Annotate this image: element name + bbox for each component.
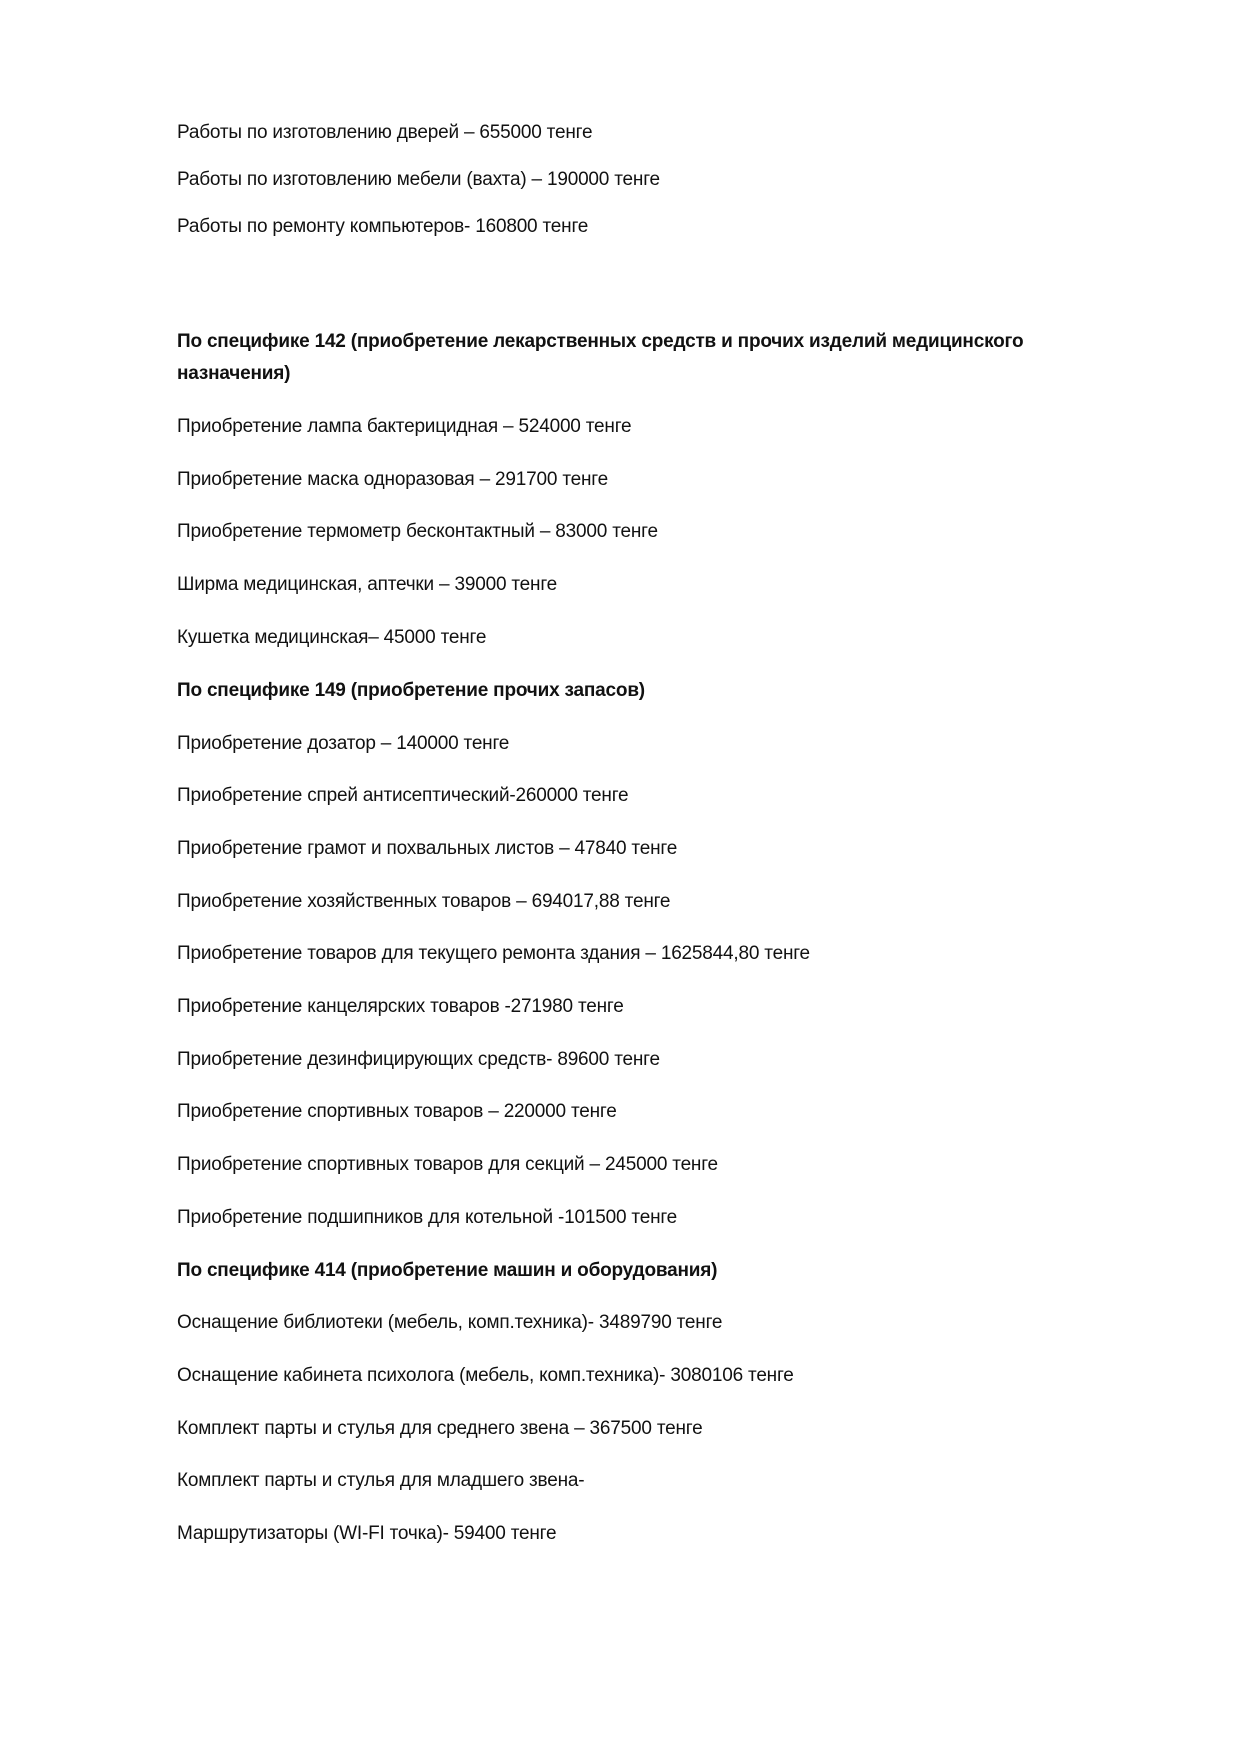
section-heading: По специфике 149 (приобретение прочих запасов)	[177, 680, 645, 701]
paragraph: Приобретение хозяйственных товаров – 694017,88 тенге	[177, 891, 671, 912]
section-heading: По специфике 414 (приобретение машин и оборудования)	[177, 1260, 718, 1281]
paragraph: Приобретение канцелярских товаров -271980 тенге	[177, 996, 624, 1017]
paragraph: Работы по изготовлению дверей – 655000 тенге	[177, 122, 593, 143]
paragraph: Приобретение спортивных товаров – 220000 тенге	[177, 1101, 617, 1122]
paragraph: Приобретение термометр бесконтактный – 83000 тенге	[177, 521, 658, 542]
paragraph: Приобретение маска одноразовая – 291700 тенге	[177, 469, 608, 490]
paragraph: Приобретение лампа бактерицидная – 524000 тенге	[177, 416, 632, 437]
paragraph: Приобретение товаров для текущего ремонта здания – 1625844,80 тенге	[177, 943, 810, 964]
paragraph: Работы по ремонту компьютеров- 160800 тенге	[177, 216, 589, 237]
paragraph: Приобретение подшипников для котельной -101500 тенге	[177, 1207, 678, 1228]
paragraph: Приобретение грамот и похвальных листов – 47840 тенге	[177, 838, 678, 859]
paragraph: Кушетка медицинская– 45000 тенге	[177, 627, 487, 648]
paragraph: Приобретение дозатор – 140000 тенге	[177, 733, 510, 754]
paragraph: Работы по изготовлению мебели (вахта) – 190000 тенге	[177, 169, 660, 190]
paragraph: Ширма медицинская, аптечки – 39000 тенге	[177, 574, 558, 595]
paragraph: Маршрутизаторы (WI-FI точка)- 59400 тенге	[177, 1523, 557, 1544]
section-heading: По специфике 142 (приобретение лекарственных средств и прочих изделий медицинского назначения)	[177, 331, 1024, 384]
paragraph: Комплект парты и стулья для младшего звена-	[177, 1470, 585, 1491]
paragraph: Приобретение спрей антисептический-260000 тенге	[177, 785, 629, 806]
paragraph: Приобретение спортивных товаров для секций – 245000 тенге	[177, 1154, 718, 1175]
paragraph: Комплект парты и стулья для среднего звена – 367500 тенге	[177, 1418, 703, 1439]
paragraph: Оснащение кабинета психолога (мебель, комп.техника)- 3080106 тенге	[177, 1365, 794, 1386]
paragraph: Приобретение дезинфицирующих средств- 89600 тенге	[177, 1049, 660, 1070]
paragraph: Оснащение библиотеки (мебель, комп.техника)- 3489790 тенге	[177, 1312, 723, 1333]
